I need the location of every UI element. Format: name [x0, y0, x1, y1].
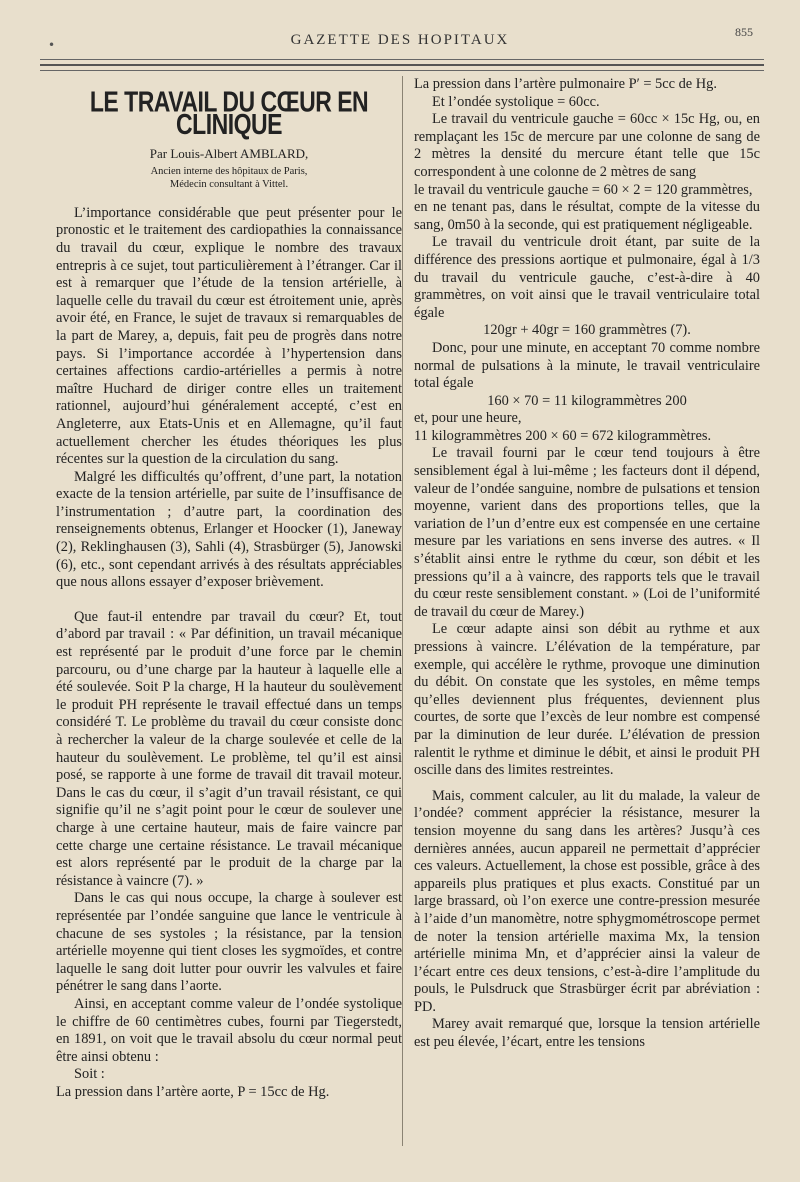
column-divider: [402, 76, 403, 1146]
author-affiliation: [56, 165, 402, 191]
paragraph: Le travail fourni par le cœur tend toujours à être sensiblement égal à lui-même ; les facteurs dont il dépend, valeur de l’ondée sanguine, nombre de pulsations et tension moyenne, varient dans des proportions telles, que la variation de l’un d’entre eux est compensée en une certaine mesure par les variations en sens inverse des autres. « Il s’établit ainsi entre le rythme du cœur, son débit et les pressions qu’il a à vaincre, des rapports tels que le travail du cœur reste sensiblement constant. » (Loi de l’uniformité de travail du cœur de Marey.): [414, 445, 760, 620]
equation: 160 × 70 = 11 kilogrammètres 200: [487, 392, 687, 409]
left-column: [56, 84, 402, 1101]
paragraph: Et l’ondée systolique = 60cc.: [432, 93, 600, 110]
paragraph: La pression dans l’artère pulmonaire P′ = 5cc de Hg.: [414, 76, 717, 92]
paragraph: Le travail du ventricule droit étant, par suite de la différence des pressions aortique et pulmonaire, égal à 1/3 du travail du ventricule gauche, c’est-à-dire à 40 grammètres, on voit ainsi que le travail ventriculaire total égale: [414, 234, 760, 321]
article-byline: Par Louis-Albert AMBLARD,: [149, 146, 309, 162]
header-rule-bottom: [40, 70, 764, 71]
affiliation-line: Ancien interne des hôpitaux de Paris,: [150, 165, 308, 177]
right-column: [414, 76, 760, 1052]
equation: 11 kilogrammètres 200 × 60 = 672 kilogrammètres.: [414, 427, 712, 444]
paragraph: Marey avait remarqué que, lorsque la tension artérielle est peu élevée, l’écart, entre les tensions: [414, 1016, 760, 1051]
paragraph: L’importance considérable que peut présenter pour le pronostic et le traitement des cardiopathies la connaissance du travail du cœur, explique le nombre des travaux entrepris à ce sujet, tout particulièrement à l’étranger. Car il est à remarquer que l’étude de la tension artérielle, à laquelle celle du travail du cœur est étroitement unie, après avoir été, en France, le sujet de travaux si remarquables de la part de Marey, a, depuis, fait peu de progrès dans notre pays. Si l’importance accordée à l’hypertension dans certaines affections cardio-artérielles a permis à notre maître Huchard de diriger contre elles un traitement rationnel, aujourd’hui généralement accepté, c’est en Angleterre, aux Etats-Unis et en Allemagne, qu’il faut actuellement chercher les études théoriques les plus récentes sur la question de la circulation du sang.: [56, 204, 402, 468]
equation: 120gr + 40gr = 160 grammètres (7).: [483, 322, 691, 339]
spacer: [56, 592, 402, 609]
paragraph: Malgré les difficultés qu’offrent, d’une part, la notation exacte de la tension artérielle, par suite de l’insuffisance de l’instrumentation ; d’autre part, la coordination des renseignements obtenus, Erlanger et Hoocker (1), Janeway (2), Reklinghausen (3), Sahli (4), Strasbürger (5), Janowski (6), etc., sont cependant arrivés à des résultats appréciables que nous allons essayer d’exposer brièvement.: [56, 468, 402, 591]
paragraph: Que faut-il entendre par travail du cœur? Et, tout d’abord par travail : « Par définition, un travail mécanique est représenté par le produit d’une force par le chemin parcouru, ou d’une charge par la hauteur à laquelle elle a été soulevée. Soit P la charge, H la hauteur du soulèvement le produit PH représente le travail effectué dans un temps considéré T. Le problème du travail du cœur consiste donc à rechercher la valeur de la charge soulevée et celle de la hauteur du soulèvement. Le problème, tel qu’il est ainsi posé, se rapporte à une forme de travail dit travail moteur. Dans le cas du cœur, il s’agit d’un travail résistant, ce qui signifie qu’il ne s’agit point pour le cœur de soulever une charge à une certaine hauteur, mais de faire vaincre par cette charge une certaine résistance. Le travail mécanique est alors représenté par le produit de la charge par la résistance à vaincre (7). »: [56, 608, 402, 889]
article-title: LE TRAVAIL DU CŒUR EN CLINIQUE: [89, 85, 369, 140]
header-bullet: •: [48, 38, 56, 52]
paragraph: Ainsi, en acceptant comme valeur de l’ondée systolique le chiffre de 60 centimètres cubes, fourni par Tiegerstedt, en 1891, on voit que le travail absolu du cœur normal peut être ainsi obtenu :: [56, 995, 402, 1065]
paragraph: Donc, pour une minute, en acceptant 70 comme nombre normal de pulsations à la minute, le travail ventriculaire total égale: [414, 339, 760, 392]
affiliation-line: Médecin consultant à Vittel.: [169, 178, 289, 190]
paragraph: le travail du ventricule gauche = 60 × 2 = 120 grammètres,: [414, 181, 753, 198]
header-rule-top: [40, 59, 764, 60]
paragraph: en ne tenant pas, dans le résultat, compte de la vitesse du sang, 0m50 à la seconde, qui est pratiquement négligeable.: [414, 199, 760, 233]
paragraph: Dans le cas qui nous occupe, la charge à soulever est représentée par l’ondée sanguine que lance le ventricule à chacune de ses systoles ; la résistance, par la tension artérielle moyenne qui tient closes les sygmoïdes, et contre laquelle le sang doit lutter pour ouvrir les valvules et faire pénétrer le sang dans l’aorte.: [56, 890, 402, 995]
paragraph: Soit :: [74, 1066, 105, 1083]
paragraph: et, pour une heure,: [414, 410, 522, 427]
paragraph: Mais, comment calculer, au lit du malade, la valeur de l’ondée? comment apprécier la résistance, mesurer la tension moyenne du sang dans les artères? Jusqu’à ces dernières années, aucun appareil ne permettait d’apprécier ces valeurs. Actuellement, la chose est possible, grâce à des appareils plus pratiques et plus exacts. Constitué par un large brassard, où l’on exerce une contre-pression mesurée à l’aide d’un manomètre, notre sphygmométroscope permet de noter la tension artérielle maxima Mx, la tension artérielle minima Mn, et d’apprécier ainsi la valeur de l’écart entre ces deux tensions, c’est-à-dire l’amplitude du pouls, le Pulsdruck que Strasbürger écrit par abréviation : PD.: [414, 787, 760, 1015]
paragraph: Le cœur adapte ainsi son débit au rythme et aux pressions à vaincre. L’élévation de la température, par exemple, qui accélère le rythme, provoque une diminution du débit. On constate que les systoles, en même temps qu’elles deviennent plus fréquentes, deviennent plus courtes, de sorte que l’excès de leur nombre est compensé par la diminution de leur durée. L’élévation de pression ralentit le rythme et diminue le débit, et ainsi le produit PH oscille dans des limites restreintes.: [414, 621, 760, 779]
paragraph: Le travail du ventricule gauche = 60cc × 15c Hg, ou, en remplaçant les 15c de mercure par une colonne de sang de 2 mètres la densité du mercure étant telle que 15c correspondent à une colonne de 2 mètres de sang: [414, 111, 760, 180]
running-title: GAZETTE DES HOPITAUX: [290, 32, 510, 48]
header-rule-thick: [40, 64, 764, 66]
page-number: 855: [735, 25, 753, 39]
spacer: [414, 780, 760, 788]
paragraph: La pression dans l’artère aorte, P = 15cc de Hg.: [56, 1083, 330, 1100]
